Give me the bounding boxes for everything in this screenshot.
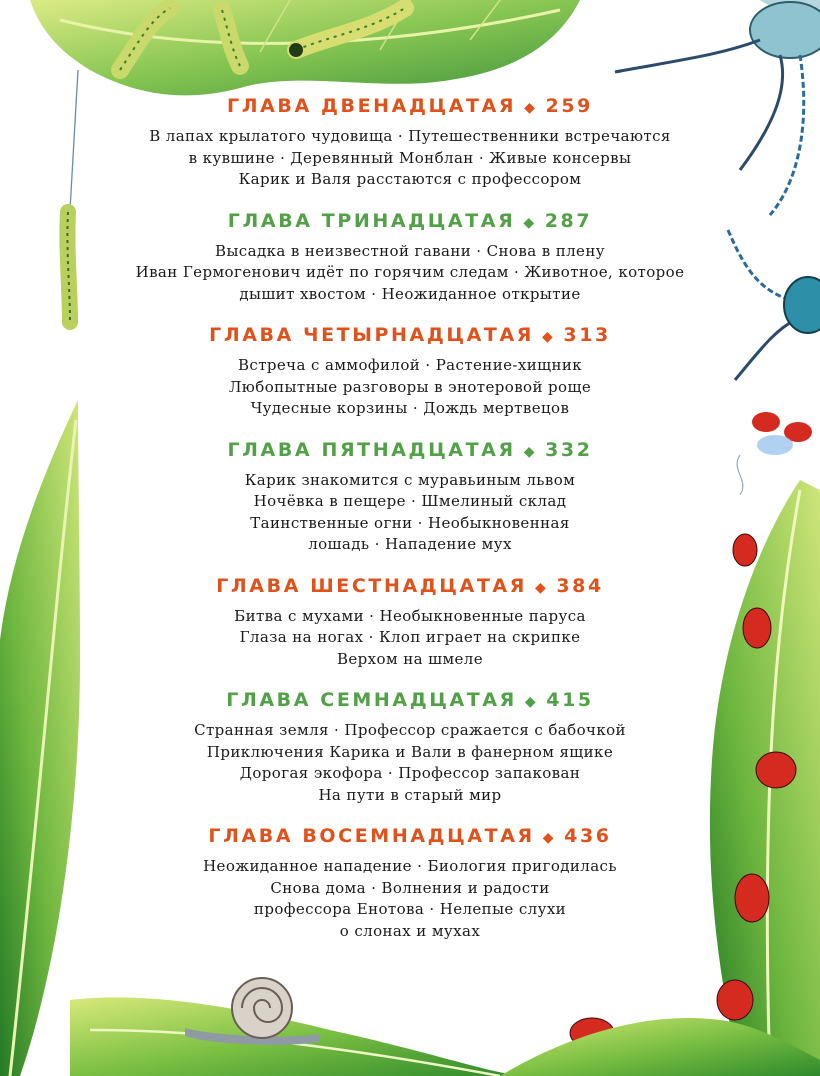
flying-ladybug-icon xyxy=(737,412,812,495)
chapter-summary-line: Дорогая экофора · Профессор запакован xyxy=(239,764,581,782)
diamond-icon: ◆ xyxy=(523,214,537,231)
chapter-heading xyxy=(80,822,740,850)
chapter-18 xyxy=(80,822,740,942)
chapter-heading xyxy=(80,436,740,464)
table-of-contents xyxy=(80,92,740,942)
chapter-summary-line: в кувшине · Деревянный Монблан · Живые консервы xyxy=(188,148,632,167)
chapter-page: 332 xyxy=(545,438,593,461)
chapter-summary-line: Любопытные разговоры в энотеровой роще xyxy=(228,377,592,396)
top-leaf-illustration xyxy=(30,0,580,95)
chapter-summary-line: профессора Енотова · Нелепые слухи xyxy=(253,900,567,918)
chapter-title: ГЛАВА ТРИНАДЦАТАЯ xyxy=(227,209,516,232)
chapter-page: 436 xyxy=(564,825,612,847)
bottom-leaf-illustration xyxy=(70,997,820,1076)
chapter-summary-line: Верхом на шмеле xyxy=(336,649,484,668)
chapter-summary-line: В лапах крылатого чудовища · Путешественники встречаются xyxy=(149,127,671,145)
ladybug-icon xyxy=(735,874,769,922)
chapter-summary-line: Встреча с аммофилой · Растение-хищник xyxy=(237,356,583,374)
chapter-page: 415 xyxy=(546,689,594,711)
chapter-12 xyxy=(80,92,740,191)
chapter-summary-line: о слонах и мухах xyxy=(339,921,481,940)
left-leaf-illustration xyxy=(0,400,80,1076)
diamond-icon: ◆ xyxy=(542,329,556,345)
chapter-summary-line: Иван Гермогенович идёт по горячим следам · Животное, которое xyxy=(135,263,685,281)
chapter-heading xyxy=(80,572,740,600)
chapter-page: 287 xyxy=(544,209,593,232)
chapter-heading xyxy=(80,686,740,714)
chapter-17 xyxy=(80,686,740,806)
ladybug-icon xyxy=(570,1018,614,1048)
chapter-14 xyxy=(80,321,740,420)
chapter-summary-line: Неожиданное нападение · Биология пригодилась xyxy=(203,857,617,875)
chapter-summary-line: Карик и Валя расстаются с профессором xyxy=(238,170,582,188)
caterpillar-icon xyxy=(289,8,405,57)
chapter-title: ГЛАВА ПЯТНАДЦАТАЯ xyxy=(227,438,516,461)
ladybug-icon xyxy=(717,980,753,1020)
beetle-icon xyxy=(728,230,820,380)
ladybug-icon xyxy=(756,752,796,788)
chapter-summary-line: Снова дома · Волнения и радости xyxy=(270,878,550,897)
caterpillar-icon xyxy=(120,8,170,70)
chapter-summary-line: На пути в старый мир xyxy=(318,785,502,804)
diamond-icon: ◆ xyxy=(523,443,538,460)
caterpillar-icon xyxy=(222,10,240,66)
snail-icon xyxy=(185,978,320,1045)
diamond-icon: ◆ xyxy=(524,100,538,116)
chapter-title: ГЛАВА СЕМНАДЦАТАЯ xyxy=(226,689,517,711)
diamond-icon: ◆ xyxy=(524,694,539,710)
chapter-summary-line: Карик знакомится с муравьиным львом xyxy=(244,470,576,489)
ladybug-icon xyxy=(743,608,771,648)
chapter-summary-line: Странная земля · Профессор сражается с бабочкой xyxy=(194,721,626,739)
chapter-heading xyxy=(80,92,740,120)
chapter-summary-line: Таинственные огни · Необыкновенная xyxy=(250,513,570,532)
chapter-title: ГЛАВА ШЕСТНАДЦАТАЯ xyxy=(216,574,527,597)
chapter-summary-line: лошадь · Нападение мух xyxy=(308,535,512,553)
chapter-title: ГЛАВА ВОСЕМНАДЦАТАЯ xyxy=(208,825,535,847)
diamond-icon: ◆ xyxy=(542,830,557,846)
chapter-summary-line: Ночёвка в пещере · Шмелиный склад xyxy=(253,492,567,510)
chapter-summary-line: Приключения Карика и Вали в фанерном ящике xyxy=(206,742,614,761)
chapter-summary-line: Битва с мухами · Необыкновенные паруса xyxy=(234,606,586,625)
chapter-page: 313 xyxy=(563,324,611,346)
chapter-15 xyxy=(80,436,740,556)
chapter-title: ГЛАВА ЧЕТЫРНАДЦАТАЯ xyxy=(209,324,534,346)
chapter-summary-line: Чудесные корзины · Дождь мертвецов xyxy=(250,399,570,417)
chapter-page: 384 xyxy=(556,574,604,597)
chapter-13 xyxy=(80,207,740,306)
chapter-page: 259 xyxy=(545,95,593,117)
chapter-title: ГЛАВА ДВЕНАДЦАТАЯ xyxy=(227,95,517,117)
chapter-heading xyxy=(80,207,740,235)
chapter-summary-line: Глаза на ногах · Клоп играет на скрипке xyxy=(239,628,581,646)
chapter-heading xyxy=(80,321,740,349)
chapter-summary-line: дышит хвостом · Неожиданное открытие xyxy=(239,284,581,303)
chapter-summary-line: Высадка в неизвестной гавани · Снова в плену xyxy=(215,241,605,260)
chapter-16 xyxy=(80,572,740,671)
diamond-icon: ◆ xyxy=(534,579,549,596)
hanging-caterpillar-icon xyxy=(67,70,78,322)
